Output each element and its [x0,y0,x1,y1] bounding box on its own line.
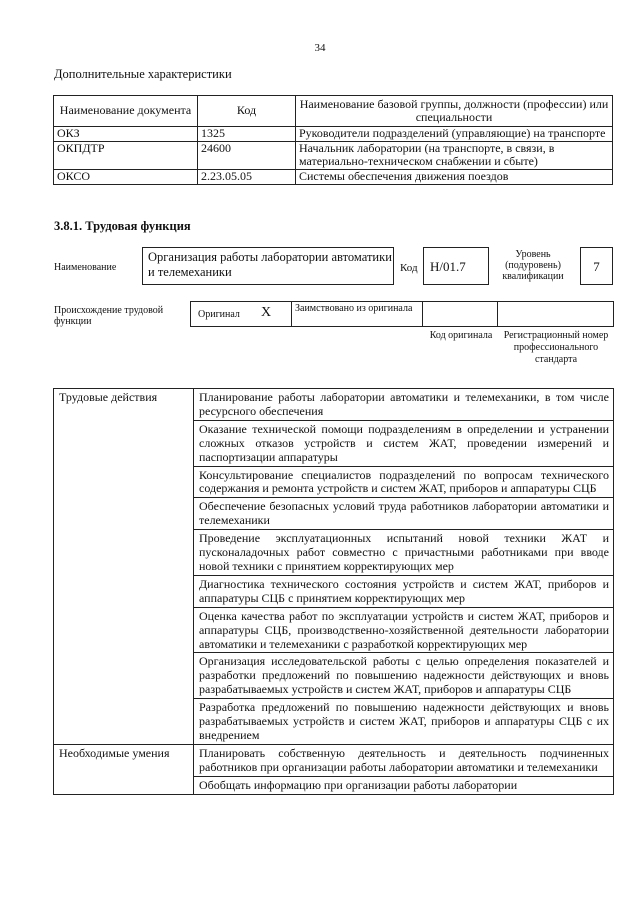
labor-action-item: Разработка предложений по повышению надежности действующих и вновь разрабатываемых устройств и систем ЖАТ, приборов и аппаратуры СЦБ с их внедрением [194,699,614,745]
labor-action-item: Планирование работы лаборатории автоматики и телемеханики, в том числе ресурсного обеспечения [194,389,614,421]
name-cell: Начальник лаборатории (на транспорте, в связи, в материально-техническом снабжении и сбыте) [296,142,613,170]
origin-code-caption: Код оригинала [429,330,493,341]
document-cell: ОКПДТР [54,142,198,170]
code-cell: 2.23.05.05 [198,170,296,185]
labor-action-item: Обеспечение безопасных условий труда работников лаборатории автоматики и телемеханики [194,498,614,530]
original-mark: Х [261,305,272,320]
skill-item: Обобщать информацию при организации работы лаборатории [194,776,614,794]
additional-characteristics-heading: Дополнительные характеристики [54,67,232,81]
name-cell: Системы обеспечения движения поездов [296,170,613,185]
code-cell: 1325 [198,127,296,142]
name-cell: Руководители подразделений (управляющие) на транспорте [296,127,613,142]
table-row [54,389,614,421]
borrowed-label: Заимствовано из оригинала [295,303,413,314]
qualification-level-label: Уровень (подуровень) квалификации [502,249,564,282]
table-row [54,127,613,142]
skill-item: Планировать собственную деятельность и деятельность подчиненных работников при организации работы лаборатории автоматики и телемеханики [194,744,614,776]
labor-actions-label: Трудовые действия [54,389,194,745]
original-label: Оригинал [198,309,240,320]
labor-actions-table [53,388,614,795]
labor-action-item: Оказание технической помощи подразделениям в определении и устранении сложных отказов устройств и систем ЖАТ, проведении измерений и паспортизации аппаратуры [194,420,614,466]
table-row [54,170,613,185]
function-origin-label: Происхождение трудовой функции [54,305,164,327]
document-cell: ОКЗ [54,127,198,142]
function-name-value: Организация работы лаборатории автоматики и телемеханики [142,247,394,285]
function-name-label: Наименование [54,262,117,273]
page-number: 34 [314,42,326,54]
characteristics-header-row [54,96,613,127]
reg-number-caption: Регистрационный номер профессионального стандарта [503,330,609,365]
labor-action-item: Оценка качества работ по эксплуатации устройств и систем ЖАТ, приборов и аппаратуры СЦБ, производственно-хозяйственной деятельности лаборатории автоматики и телемеханики с разработкой корректирующих мер [194,607,614,653]
code-cell: 24600 [198,142,296,170]
qualification-level-value: 7 [580,247,613,285]
required-skills-label: Необходимые умения [54,744,194,794]
labor-action-item: Организация исследовательской работы с целью определения показателей и разработки предложений по повышению надежности действующих и вновь разрабатываемых устройств и систем ЖАТ, приборов и аппаратуры СЦБ [194,653,614,699]
characteristics-table [53,95,613,185]
table-row [54,142,613,170]
reg-number-cell [497,301,614,327]
function-code-value: Н/01.7 [423,247,489,285]
document-cell: ОКСО [54,170,198,185]
header-code: Код [198,96,296,127]
function-code-label: Код [400,262,418,274]
labor-action-item: Консультирование специалистов подразделений по вопросам технического содержания и ремонта устройств и систем ЖАТ, приборов и аппаратуры СЦБ [194,466,614,498]
header-document: Наименование документа [54,96,198,127]
table-row [54,744,614,776]
labor-action-item: Проведение эксплуатационных испытаний новой техники ЖАТ и пусконаладочных работ совместно с причастными работниками при вводе новой техники с принятием корректирующих мер [194,530,614,576]
labor-action-item: Диагностика технического состояния устройств и систем ЖАТ, приборов и аппаратуры СЦБ с принятием корректирующих мер [194,575,614,607]
labor-function-title: 3.8.1. Трудовая функция [54,219,191,233]
header-group-name: Наименование базовой группы, должности (профессии) или специальности [296,96,613,127]
origin-code-cell [422,301,498,327]
